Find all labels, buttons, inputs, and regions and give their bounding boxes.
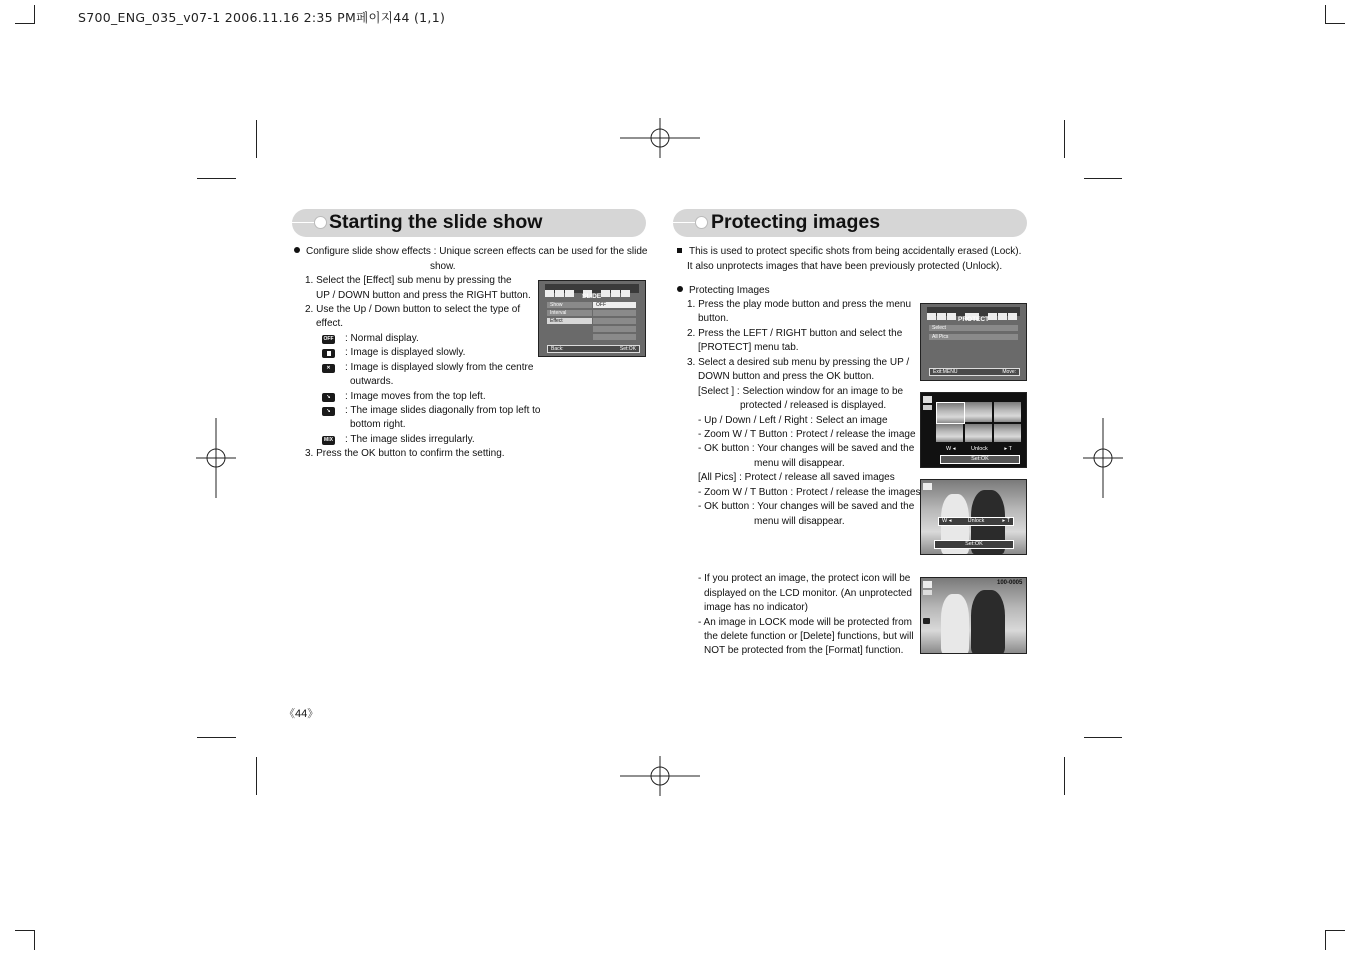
thumbnail [994, 402, 1021, 422]
file-number: 100-0005 [997, 580, 1023, 586]
step-1-cont: UP / DOWN button and press the RIGHT button. [316, 290, 531, 301]
protect-note-cont: It also unprotects images that have been previously protected (Unlock). [687, 261, 1003, 272]
groom-figure [971, 590, 1005, 654]
protect-step: - Up / Down / Left / Right : Select an image [698, 415, 888, 426]
menu-row: Select [929, 325, 1018, 331]
protect-step: - OK button : Your changes will be saved and the [698, 443, 915, 454]
effect-desc: : The image slides diagonally from top left to [345, 405, 541, 416]
effect-centre-icon: ✕ [322, 364, 335, 373]
set-ok-bar: Set:OK [934, 540, 1014, 549]
step-2-cont: effect. [316, 318, 344, 329]
lcd-protect-menu [920, 303, 1027, 381]
menu-tab-bar [545, 284, 639, 293]
menu-row: All Pics [929, 334, 1018, 340]
effect-desc: : Image moves from the top left. [345, 391, 486, 402]
registration-target-right [1083, 418, 1123, 498]
protect-note-item: the delete function or [Delete] functions, but will [704, 631, 914, 642]
lcd-select-thumbnails [920, 392, 1027, 468]
effect-desc: : Image is displayed slowly from the centre [345, 362, 534, 373]
protect-note-item: image has no indicator) [704, 602, 808, 613]
step-1: 1. Select the [Effect] sub menu by pressing the [305, 275, 512, 286]
effect-desc-cont: outwards. [350, 376, 394, 387]
thumbnail [994, 424, 1021, 442]
bullet-icon [677, 286, 683, 292]
protect-step: - Zoom W / T Button : Protect / release the images [698, 487, 921, 498]
playback-icon [923, 581, 932, 588]
menu-tab-bar [927, 307, 1020, 316]
playback-icon [923, 483, 932, 490]
protect-subheading: Protecting Images [677, 284, 770, 299]
lock-icon [923, 618, 930, 624]
section-title-bar-protect [673, 209, 1027, 237]
effect-desc-cont: bottom right. [350, 419, 406, 430]
registration-target-bottom [620, 756, 700, 796]
menu-row: Interval [547, 310, 592, 316]
battery-icon [923, 405, 932, 410]
protect-step: menu will disappear. [754, 516, 845, 527]
playback-icon [923, 396, 932, 403]
bullet-icon [294, 247, 300, 253]
effect-diagonal-icon: ↘ [322, 407, 335, 416]
protect-step: DOWN button and press the OK button. [698, 371, 875, 382]
registration-target-left [196, 418, 236, 498]
menu-title: PROTECT [958, 316, 990, 323]
protect-step: 3. Select a desired sub menu by pressing the UP / [687, 357, 910, 368]
protect-step: [All Pics] : Protect / release all saved images [698, 472, 895, 483]
intro-text: Configure slide show effects : Unique screen effects can be used for the slide [294, 245, 648, 260]
effect-desc: : Image is displayed slowly. [345, 347, 466, 358]
thumbnail [936, 402, 965, 424]
battery-icon [923, 590, 932, 595]
protect-step: 1. Press the play mode button and press the menu [687, 299, 912, 310]
lcd-all-pics [920, 479, 1027, 555]
effect-desc: : Normal display. [345, 333, 419, 344]
section-title: Protecting images [711, 211, 881, 233]
registration-target-top [620, 118, 700, 158]
protect-step: - OK button : Your changes will be saved and the [698, 501, 915, 512]
menu-footer: Back: Set:OK [547, 345, 640, 353]
protect-step: button. [698, 313, 729, 324]
effect-mix-icon: MIX [322, 436, 335, 445]
thumbnail [936, 424, 963, 442]
protect-step: [PROTECT] menu tab. [698, 342, 799, 353]
protect-note-item: - An image in LOCK mode will be protected from [698, 617, 912, 628]
protect-step: - Zoom W / T Button : Protect / release the image [698, 429, 916, 440]
menu-footer: Exit:MENU Move: [929, 368, 1020, 376]
effect-desc: : The image slides irregularly. [345, 434, 475, 445]
thumbnail [965, 424, 992, 442]
square-bullet-icon [677, 248, 682, 253]
menu-row: Show [547, 302, 592, 308]
protect-note-item: NOT be protected from the [Format] function. [704, 645, 904, 656]
protect-step: menu will disappear. [754, 458, 845, 469]
page-number: 《44》 [284, 708, 319, 720]
protect-note-item: displayed on the LCD monitor. (An unprotected [704, 588, 912, 599]
effect-off-icon: OFF [323, 336, 334, 342]
set-ok-bar: Set:OK [940, 455, 1020, 464]
section-title: Starting the slide show [329, 211, 543, 233]
protect-step: protected / released is displayed. [740, 400, 887, 411]
protect-note: This is used to protect specific shots from being accidentally erased (Lock). [677, 245, 1021, 260]
protect-step: 2. Press the LEFT / RIGHT button and select the [687, 328, 903, 339]
lcd-slide-menu [538, 280, 646, 357]
bride-figure [941, 594, 969, 654]
lcd-protected-image [920, 577, 1027, 654]
thumbnail [965, 402, 992, 422]
intro-text-cont: show. [430, 261, 456, 272]
effect-slow-icon [322, 349, 335, 358]
section-title-bar-slideshow [292, 209, 646, 237]
step-2: 2. Use the Up / Down button to select the type of [305, 304, 521, 315]
protect-note-item: - If you protect an image, the protect icon will be [698, 573, 911, 584]
menu-row-selected: Effect [547, 318, 592, 324]
zoom-bar: W ◂ Unlock ▸ T [938, 517, 1014, 526]
zoom-bar: W ◂ Unlock ▸ T [946, 446, 1012, 452]
step-3: 3. Press the OK button to confirm the setting. [305, 448, 505, 459]
menu-value: OFF [593, 302, 636, 308]
menu-title: SLIDE [582, 293, 602, 300]
effect-top-left-icon: ↘ [322, 393, 335, 402]
protect-step: [Select ] : Selection window for an image to be [698, 386, 904, 397]
print-header: S700_ENG_035_v07-1 2006.11.16 2:35 PM페이지44 (1,1) [78, 10, 446, 25]
